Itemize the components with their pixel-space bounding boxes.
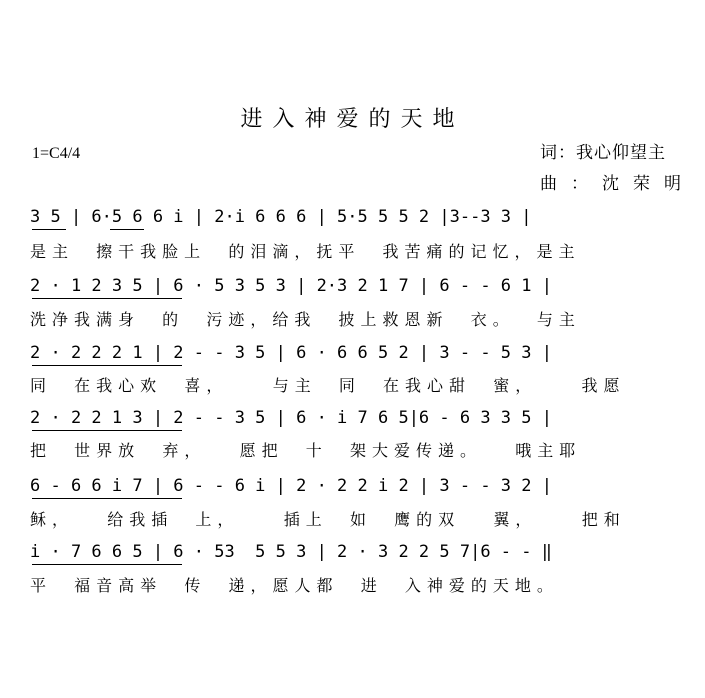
beam-line <box>32 498 182 499</box>
score-line-4-lyrics: 把 世界放 弃， 愿把 十 架大爱传递。 哦主耶 <box>30 441 582 460</box>
beam-line <box>32 564 182 565</box>
score-line-2-notes: 2 · 1 2 3 5 | 6 · 5 3 5 3 | 2·3 2 1 7 | 6 - - 6 1 | <box>30 276 552 296</box>
composer-label: 曲： <box>540 174 602 194</box>
score-line-6-notes: i · 7 6 6 5 | 6 · 53 5 5 3 | 2 · 3 2 2 5 7|6 - - ‖ <box>30 542 552 562</box>
song-title: 进入神爱的天地 <box>240 107 465 132</box>
composer-name: 沈荣明 <box>602 174 695 194</box>
score-line-5-notes: 6 - 6 6 i 7 | 6 - - 6 i | 2 · 2 2 i 2 | 3 - - 3 2 | <box>30 476 552 496</box>
lyricist-credit: 词：我心仰望主 <box>540 143 666 163</box>
score-line-3-notes: 2 · 2 2 2 1 | 2 - - 3 5 | 6 · 6 6 5 2 | 3 - - 5 3 | <box>30 343 552 363</box>
score-line-1-lyrics: 是主 擦干我脸上 的泪滴，抚平 我苦痛的记忆，是主 <box>30 242 581 261</box>
beam-line <box>32 365 182 366</box>
score-line-4-notes: 2 · 2 2 1 3 | 2 - - 3 5 | 6 · i 7 6 5|6 - 6 3 3 5 | <box>30 408 552 428</box>
score-line-1-notes: 3 5 | 6·5 6 6 i | 2·i 6 6 6 | 5·5 5 5 2 |3--3 3 | <box>30 207 532 227</box>
score-line-2-lyrics: 洗净我满身 的 污迹，给我 披上救恩新 衣。 与主 <box>30 310 581 329</box>
composer-credit <box>540 169 695 194</box>
score-line-5-lyrics: 稣， 给我插 上， 插上 如 鹰的双 翼， 把和 <box>30 510 626 529</box>
beam-line <box>32 229 66 230</box>
beam-line <box>32 430 182 431</box>
beam-line <box>110 229 144 230</box>
score-line-6-lyrics: 平 福音高举 传 递，愿人都 进 入神爱的天地。 <box>30 576 559 595</box>
beam-line <box>32 298 182 299</box>
key-signature: 1=C4/4 <box>32 145 81 162</box>
score-line-3-lyrics: 同 在我心欢 喜， 与主 同 在我心甜 蜜， 我愿 <box>30 376 626 395</box>
